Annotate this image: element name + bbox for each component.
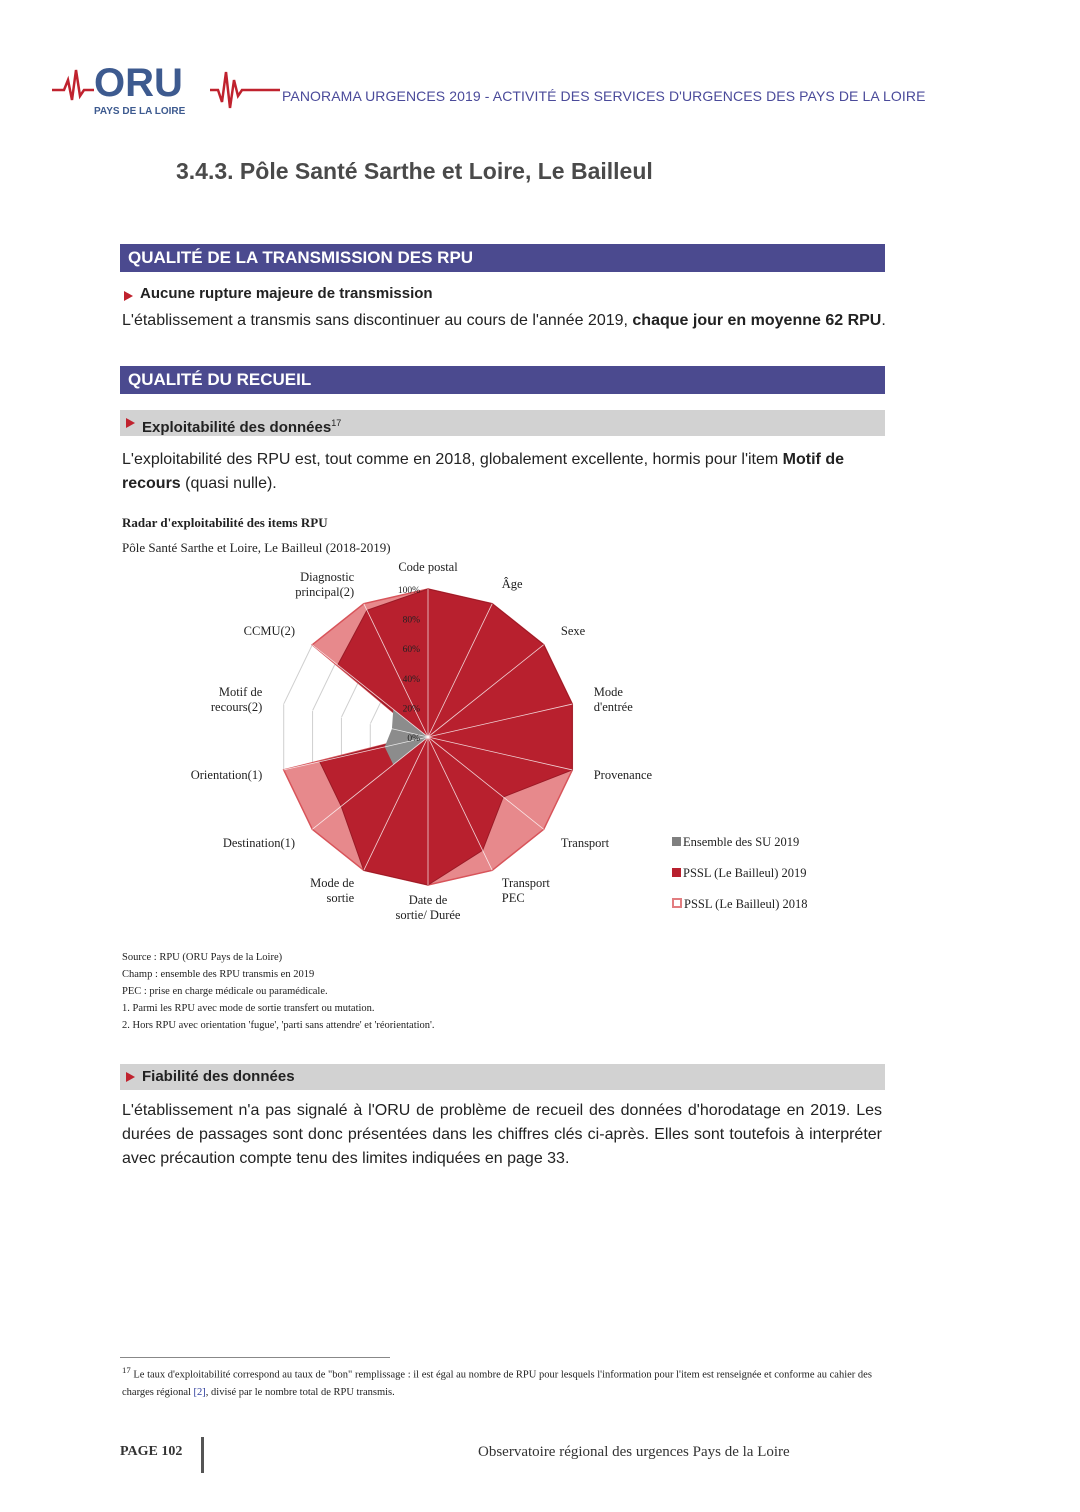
series-area-1 [320, 589, 573, 885]
category-label-0: Code postal [398, 560, 458, 574]
tick-label-1: 20% [402, 704, 420, 715]
legend-item-1: PSSL (Le Bailleul) 2019 [672, 866, 807, 881]
footnote-ref-link[interactable]: [2] [193, 1386, 206, 1398]
footnote: $^{17}$ Le taux d'exploitabilité correspond au taux de "bon" remplissage : il est égal au nombre de RPU pour lesquels l'information pour l'item est renseignée et conforme au cahier des charges régional [2], divisé par le nombre total de RPU transmis. [122, 1365, 872, 1398]
header-title: PANORAMA URGENCES 2019 - ACTIVITÉ DES SERVICES D'URGENCES DES PAYS DE LA LOIRE [282, 88, 926, 104]
note-pec: PEC : prise en charge médicale ou paramédicale. [122, 986, 328, 997]
legend-item-0: Ensemble des SU 2019 [672, 835, 799, 850]
exploit-text: L'exploitabilité des RPU est, tout comme en 2018, globalement excellente, hormis pour l'item Motif de recours (quasi nulle). [122, 451, 844, 492]
recueil-bar: QUALITÉ DU RECUEIL [120, 366, 885, 394]
fiabilite-bar: Fiabilité des données [120, 1064, 885, 1090]
transmission-text: L'établissement a transmis sans discontinuer au cours de l'année 2019, chaque jour en moyenne 62 RPU. [122, 312, 886, 329]
legend-item-2: PSSL (Le Bailleul) 2018 [672, 897, 808, 912]
category-label-6: Transport PEC [501, 876, 550, 906]
category-label-12: CCMU(2) [243, 624, 296, 639]
tick-label-2: 40% [402, 674, 420, 685]
tick-label-0: 0% [407, 734, 420, 744]
transmission-bar: QUALITÉ DE LA TRANSMISSION DES RPU [120, 244, 885, 272]
category-label-13: Diagnostic principal(2) [295, 569, 355, 599]
arrow-bullet-icon [124, 291, 133, 301]
category-label-2: Sexe [560, 624, 586, 639]
chart-notes [122, 949, 435, 1034]
tick-label-3: 60% [402, 645, 420, 656]
arrow-bullet-icon [126, 1072, 135, 1082]
category-label-9: Destination(1) [222, 835, 296, 850]
category-label-4: Provenance [593, 767, 653, 782]
page-number: PAGE 102 [120, 1444, 183, 1459]
exploit-bar: Exploitabilité des données$^{17}$ [120, 410, 885, 436]
page-rule [201, 1437, 204, 1473]
note-1: 1. Parmi les RPU avec mode de sortie transfert ou mutation. [122, 1003, 375, 1014]
footnote-rule [120, 1357, 390, 1358]
category-label-7: Date de sortie/ Durée [395, 893, 461, 922]
logo-text: ORU [94, 61, 183, 105]
note-champ: Champ : ensemble des RPU transmis en 2019 [122, 969, 315, 980]
category-label-5: Transport [560, 835, 610, 850]
arrow-bullet-icon [126, 418, 135, 428]
tick-label-4: 80% [402, 615, 420, 626]
category-label-10: Orientation(1) [190, 767, 263, 782]
chart-title: Radar d'exploitabilité des items RPU [122, 515, 328, 530]
chart-subtitle: Pôle Santé Sarthe et Loire, Le Bailleul (2018-2019) [122, 540, 391, 555]
category-label-3: Mode d'entrée [593, 685, 633, 715]
logo-subtext: PAYS DE LA LOIRE [94, 106, 186, 117]
footer-organization: Observatoire régional des urgences Pays de la Loire [478, 1444, 790, 1460]
section-title: 3.4.3. Pôle Santé Sarthe et Loire, Le Bailleul [176, 158, 653, 184]
note-source: Source : RPU (ORU Pays de la Loire) [122, 952, 283, 963]
tick-label-5: 100% [397, 586, 420, 596]
fiabilite-text: L'établissement n'a pas signalé à l'ORU de problème de recueil des données d'horodatage en 2019. Les durées de passages sont donc présentées dans les chiffres clés ci-après. Elles sont toutefois à interpréter avec précaution compte tenu des limites indiquées en page 33. [122, 1102, 882, 1167]
category-label-8: Mode de sortie [310, 876, 355, 906]
transmission-point-title: Aucune rupture majeure de transmission [140, 285, 433, 302]
category-label-1: Âge [501, 576, 523, 591]
radar-chart [180, 560, 680, 940]
category-label-11: Motif de recours(2) [210, 685, 263, 715]
note-2: 2. Hors RPU avec orientation 'fugue', 'parti sans attendre' et 'réorientation'. [122, 1020, 435, 1031]
oru-logo [50, 56, 280, 126]
